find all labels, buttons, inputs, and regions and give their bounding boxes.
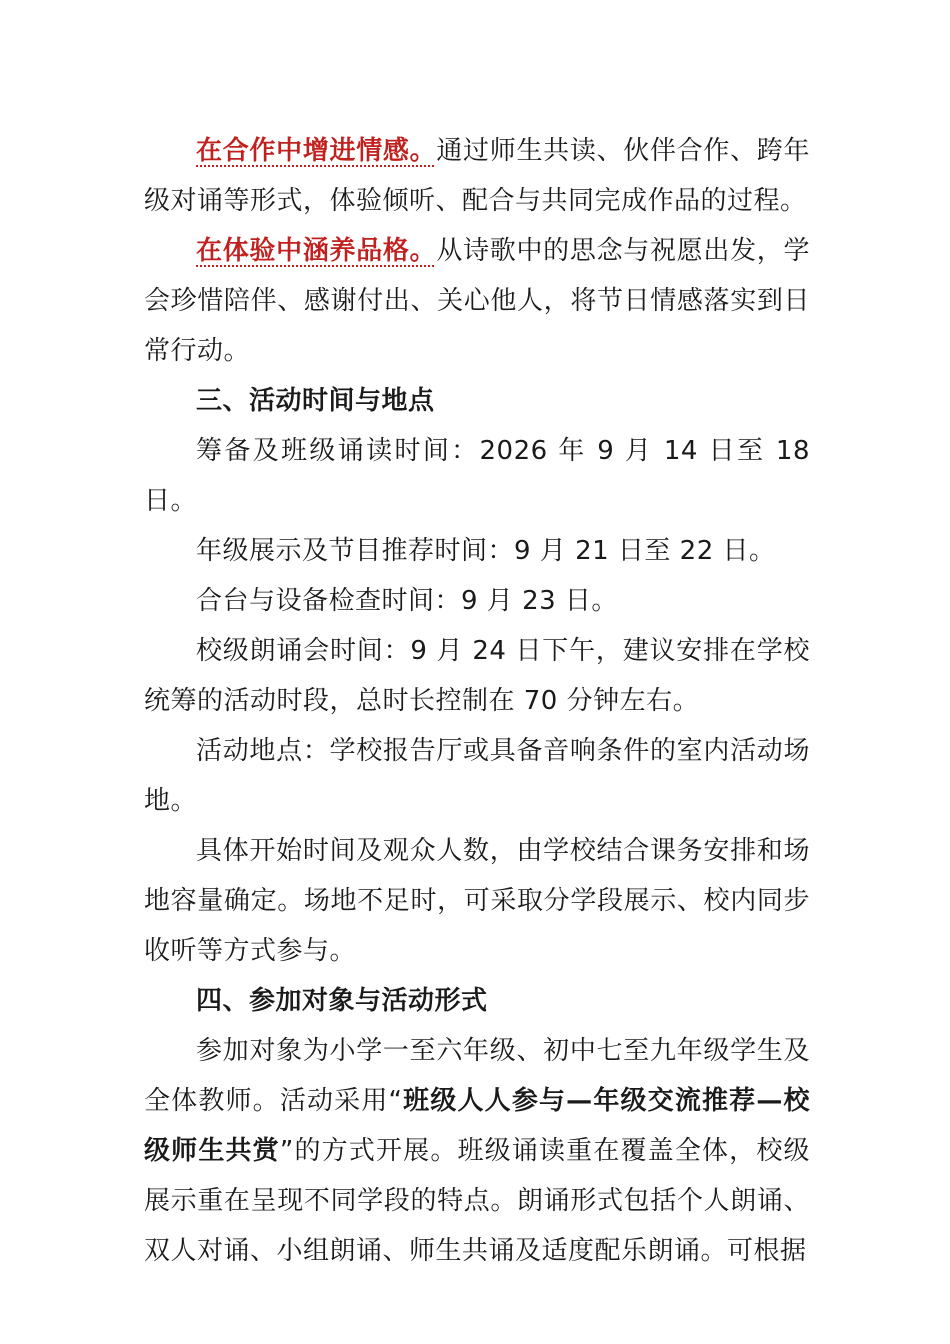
participants-text-b: ”的方式开展。班级诵读重在覆盖全体，校级展示重在呈现不同学段的特点。朗诵形式包括个人朗诵、双人对诵、小组朗诵、师生共诵及适度配乐朗诵。可根据	[144, 1136, 810, 1266]
time-school-event: 校级朗诵会时间：9 月 24 日下午，建议安排在学校统筹的活动时段，总时长控制在 70 分钟左右。	[144, 636, 810, 716]
paragraph-participants	[144, 1026, 810, 1276]
time-rehearsal: 合台与设备检查时间：9 月 23 日。	[196, 586, 618, 616]
paragraph-cooperation	[144, 126, 810, 226]
event-note: 具体开始时间及观众人数，由学校结合课务安排和场地容量确定。场地不足时，可采取分学段展示、校内同步收听等方式参与。	[144, 836, 810, 966]
time-preparation: 筹备及班级诵读时间：2026 年 9 月 14 日至 18 日。	[144, 436, 810, 516]
participants-text-a: 参加对象为小学一至六年级、初中七至九年级学生及全体教师。活动采用“	[144, 1036, 810, 1116]
paragraph-character	[144, 226, 810, 376]
participants-bold-mode: 班级人人参与—年级交流推荐—校级师生共赏	[144, 1086, 810, 1166]
time-grade-show: 年级展示及节目推荐时间：9 月 21 日至 22 日。	[196, 536, 776, 566]
lead-cooperation: 在合作中增进情感。	[196, 136, 437, 166]
section-heading-time-place: 三、活动时间与地点	[196, 386, 435, 416]
body-character: 从诗歌中的思念与祝愿出发，学会珍惜陪伴、感谢付出、关心他人，将节日情感落实到日常行动。	[144, 236, 810, 366]
lead-character: 在体验中涵养品格。	[196, 236, 437, 266]
section-heading-participants: 四、参加对象与活动形式	[196, 986, 488, 1016]
body-cooperation: 通过师生共读、伙伴合作、跨年级对诵等形式，体验倾听、配合与共同完成作品的过程。	[144, 136, 810, 216]
document-page	[144, 126, 810, 1276]
event-location: 活动地点：学校报告厅或具备音响条件的室内活动场地。	[144, 736, 810, 816]
